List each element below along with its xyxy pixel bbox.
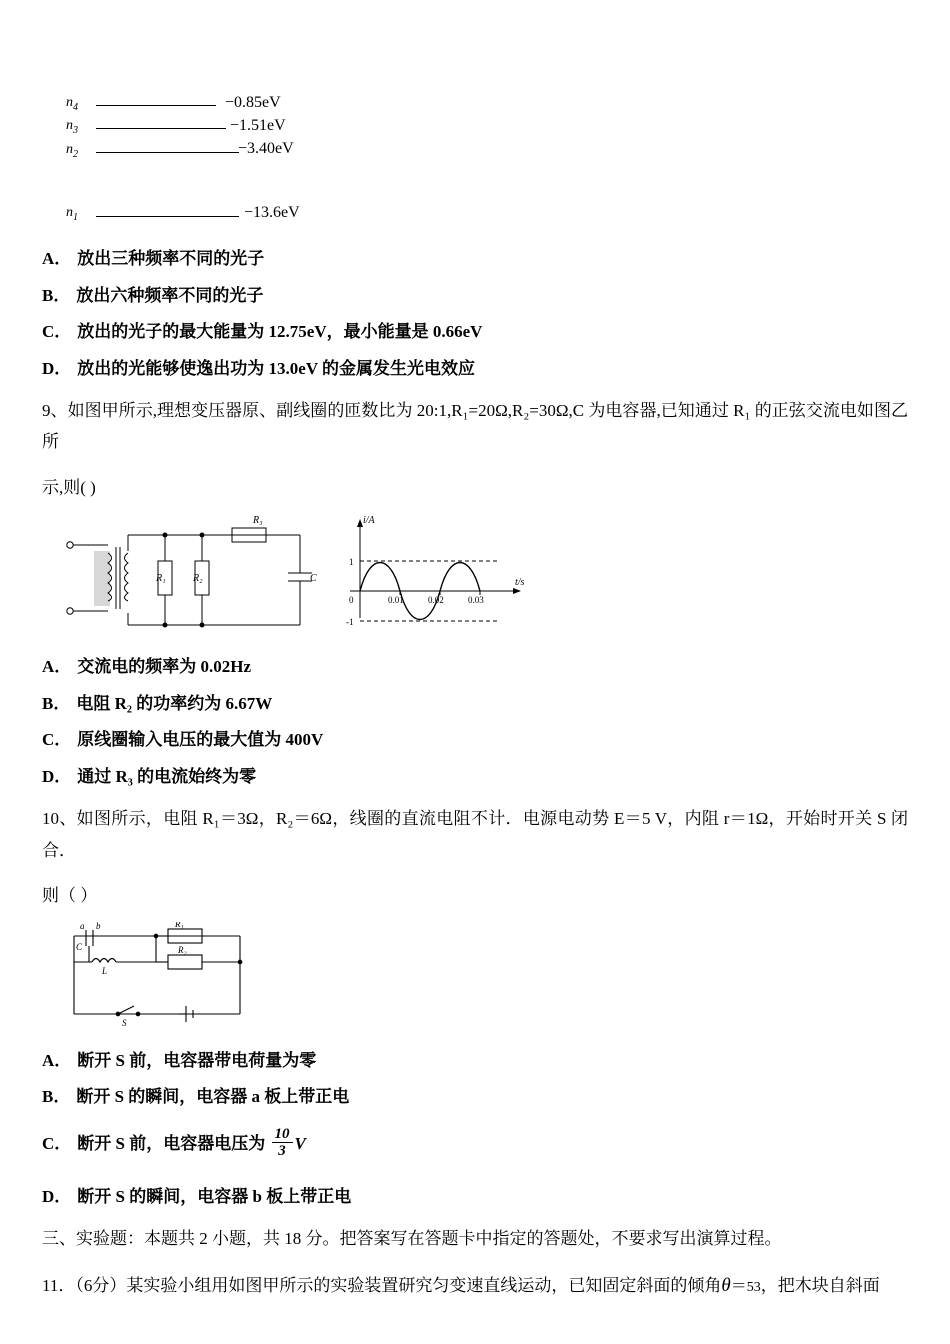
q9-axis-x: t/s — [515, 577, 525, 589]
page-content — [42, 70, 908, 1309]
q9-ytick-1: 1 — [349, 557, 354, 568]
q9-option-a-letter: A． — [42, 657, 72, 677]
q11-theta-expression: θ＝53 — [721, 1275, 761, 1297]
q9-option-b — [42, 691, 908, 717]
q10-stem-line1: 10、如图所示，电阻 R₁＝3Ω，R₂＝6Ω，线圈的直流电阻不计．电源电动势 E＝5 V，内阻 r＝1Ω，开始时开关 S 闭合． — [42, 809, 908, 860]
q11-theta-symbol: θ — [721, 1275, 731, 1297]
q10-option-a-text: 断开 S 前，电容器带电荷量为零 — [77, 1050, 317, 1070]
q9-option-b-text: 电阻 R₂ 的功率约为 6.67W — [76, 693, 273, 713]
q9-option-c — [42, 727, 908, 753]
q9-stem-line1: 9、如图甲所示,理想变压器原、副线圈的匝数比为 20:1,R₁=20Ω,R₂=30Ω,C 为电容器,已知通过 R₁ 的正弦交流电如图乙所 — [42, 401, 908, 452]
q9-ytick-neg1: -1 — [346, 617, 354, 628]
energy-level-value-n2: −3.40eV — [238, 140, 294, 157]
q8-option-d-text: 放出的光能够使逸出功为 13.0eV 的金属发生光电效应 — [77, 358, 476, 378]
energy-level-diagram — [52, 70, 512, 235]
q8-option-c — [42, 319, 908, 345]
q9-stem-line2: 示,则( ) — [42, 477, 96, 497]
q10-option-c-fraction-numerator: 10 — [272, 1126, 293, 1144]
q8-option-a — [42, 246, 908, 272]
q8-option-a-text: 放出三种频率不同的光子 — [77, 249, 265, 268]
q10-option-b-letter: B． — [42, 1087, 71, 1107]
energy-level-line-n3 — [96, 128, 226, 129]
q10-label-a: a — [80, 921, 85, 931]
q8-option-b-text: 放出六种频率不同的光子 — [76, 285, 264, 305]
q10-label-b: b — [96, 921, 101, 931]
q10-option-c-letter: C． — [42, 1133, 72, 1153]
energy-level-line-n1 — [96, 216, 239, 217]
energy-level-value-n4: −0.85eV — [225, 94, 281, 111]
q8-option-b — [42, 283, 908, 309]
q9-label-r2: R₂ — [193, 573, 203, 585]
q9-xtick-002: 0.02 — [428, 595, 444, 606]
q8-option-d-letter: D． — [42, 358, 72, 378]
q9-option-b-letter: B． — [42, 693, 71, 713]
q9-option-c-letter: C． — [42, 730, 72, 750]
q10-circuit-svg — [60, 922, 280, 1037]
energy-level-value-n1: −13.6eV — [244, 204, 300, 221]
q11-stem — [42, 1268, 908, 1303]
q10-label-r2: R₂ — [178, 944, 187, 955]
q9-axis-y: i/A — [363, 515, 375, 527]
energy-level-label-n2: $n_2$ — [66, 142, 79, 160]
q9-xtick-003: 0.03 — [468, 595, 484, 606]
q8-option-a-letter: A． — [42, 249, 72, 268]
energy-level-value-n3: −1.51eV — [230, 117, 286, 134]
energy-level-label-n3: $n_3$ — [66, 118, 79, 136]
q10-option-c-fraction-denominator: 3 — [278, 1143, 286, 1160]
energy-level-line-n4 — [96, 105, 216, 106]
q9-xtick-0: 0 — [349, 595, 354, 606]
energy-level-line-n2 — [96, 152, 239, 153]
q9-label-c: C — [310, 573, 317, 585]
q8-option-b-letter: B． — [42, 285, 71, 305]
q10-figure — [60, 922, 280, 1037]
q10-label-l: L — [102, 965, 108, 976]
q10-label-s: S — [122, 1017, 127, 1028]
q8-option-c-letter: C． — [42, 322, 72, 341]
q10-option-c-fraction — [272, 1126, 293, 1161]
q9-figure — [60, 513, 540, 643]
q9-xtick-001: 0.01 — [388, 595, 404, 606]
q8-option-d — [42, 356, 908, 382]
q11-stem-part1: 11．（6分）某实验小组用如图甲所示的实验装置研究匀变速直线运动，已知固定斜面的倾角 — [42, 1276, 722, 1296]
q10-option-a-letter: A． — [42, 1050, 72, 1070]
q10-option-d — [42, 1184, 908, 1210]
q10-stem-line2: 则（ ） — [42, 886, 98, 906]
q9-option-d-letter: D． — [42, 766, 72, 786]
q11-theta-value: 53 — [746, 1280, 761, 1296]
section-three-heading: 三、实验题：本题共 2 小题，共 18 分。把答案写在答题卡中指定的答题处，不要求写出演算过程。 — [42, 1228, 782, 1248]
q8-option-c-text: 放出的光子的最大能量为 12.75eV，最小能量是 0.66eV — [77, 322, 483, 341]
q10-option-c-unit: V — [294, 1133, 306, 1153]
q9-label-r1: R₁ — [156, 573, 166, 585]
q10-option-a — [42, 1048, 908, 1074]
q9-label-r3: R₃ — [253, 515, 263, 527]
q10-label-r1: R₁ — [175, 921, 184, 929]
q10-option-b-text: 断开 S 的瞬间，电容器 a 板上带正电 — [76, 1087, 350, 1107]
q9-option-d — [42, 764, 908, 790]
q11-stem-part2: ，把木块自斜面 — [760, 1276, 880, 1296]
q10-option-c-prefix: 断开 S 前，电容器电压为 — [77, 1133, 266, 1153]
q10-option-b — [42, 1084, 908, 1110]
q9-circuit-and-waveform-svg — [60, 513, 540, 643]
q9-option-d-text: 通过 R₃ 的电流始终为零 — [77, 766, 257, 786]
q9-option-a — [42, 654, 908, 680]
energy-level-label-n4: $n_4$ — [66, 95, 79, 113]
q9-option-c-text: 原线圈输入电压的最大值为 400V — [77, 730, 324, 750]
q10-option-d-text: 断开 S 的瞬间，电容器 b 板上带正电 — [77, 1187, 352, 1207]
energy-level-label-n1: $n_1$ — [66, 205, 79, 223]
q9-option-a-text: 交流电的频率为 0.02Hz — [77, 657, 252, 677]
q10-label-c: C — [76, 941, 83, 952]
q10-option-c — [42, 1125, 908, 1163]
q10-option-d-letter: D． — [42, 1187, 72, 1207]
